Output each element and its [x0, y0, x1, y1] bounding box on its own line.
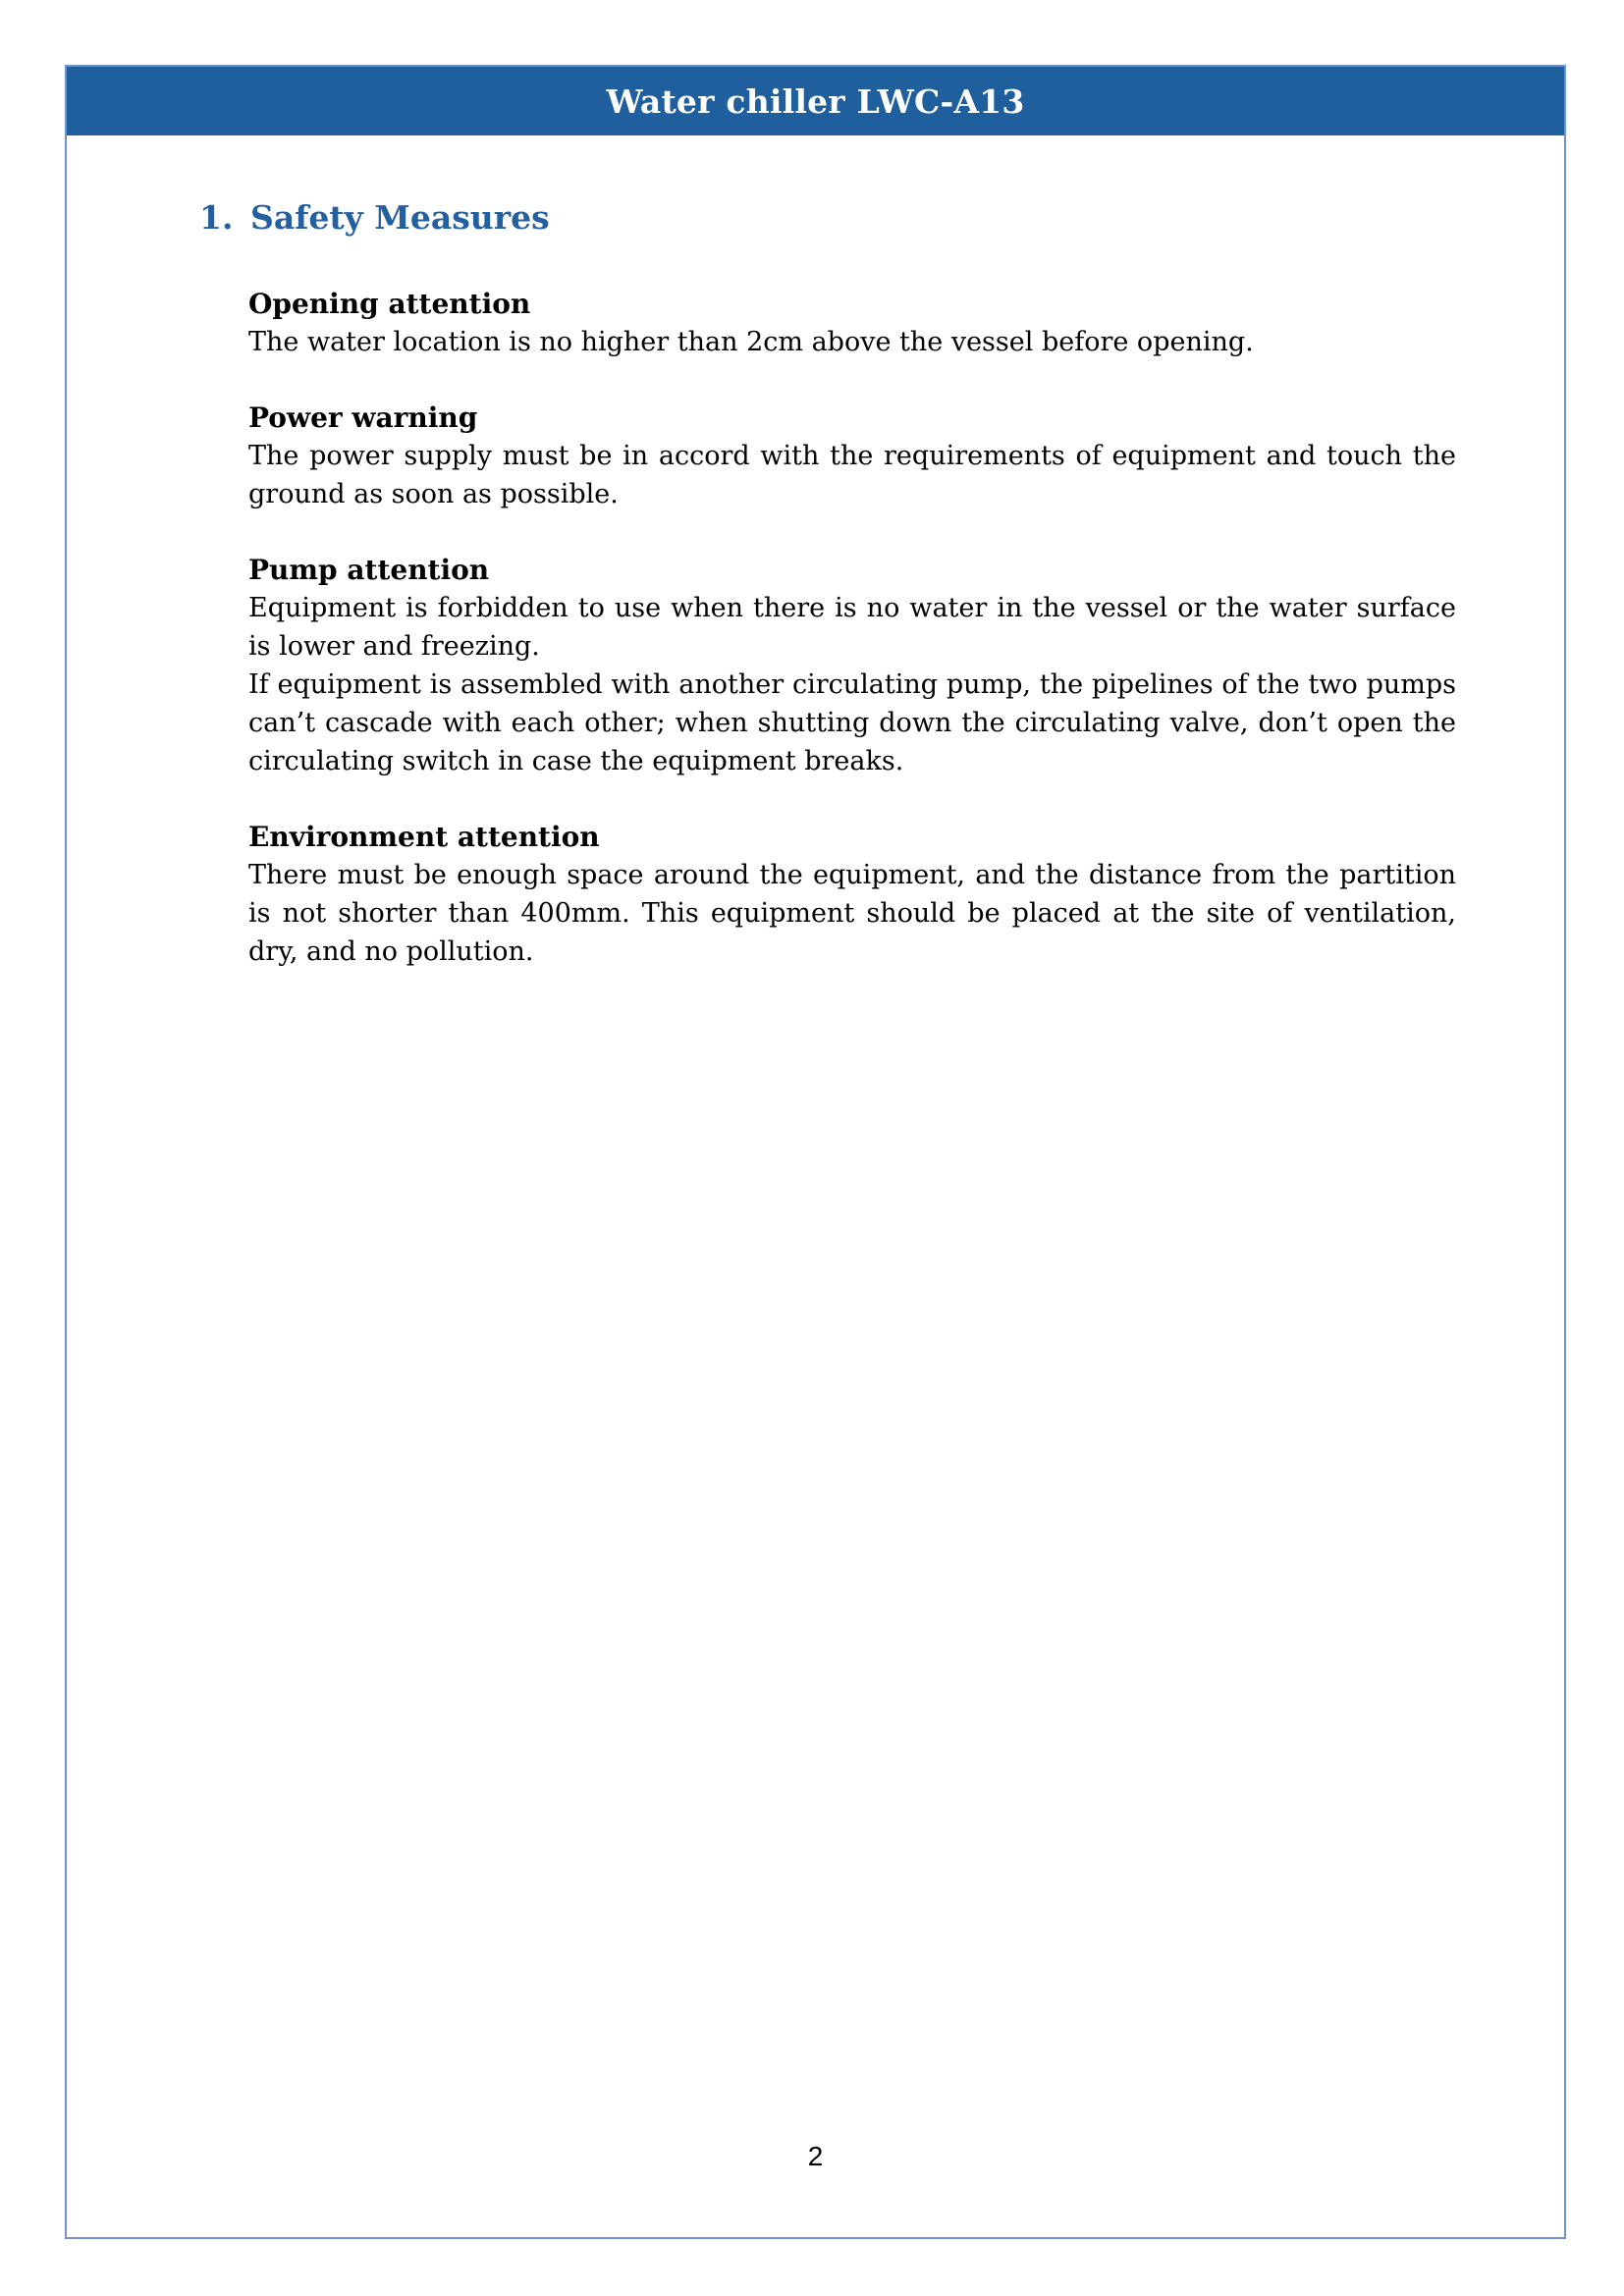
- section-title: Safety Measures: [250, 198, 550, 237]
- section-content: [248, 285, 1456, 1008]
- block-heading: Power warning: [248, 401, 478, 434]
- block-opening-attention: [248, 285, 1456, 361]
- block-paragraph: Equipment is forbidden to use when there is no water in the vessel or the water surface is lower and freezing.: [248, 593, 1456, 662]
- block-power-warning: [248, 399, 1456, 513]
- block-heading: Opening attention: [248, 288, 531, 320]
- section-heading: [199, 198, 550, 237]
- block-heading: Pump attention: [248, 554, 490, 586]
- document-title: Water chiller LWC-A13: [606, 81, 1025, 121]
- block-paragraph: If equipment is assembled with another circulating pump, the pipelines of the two pumps can’t cascade with each other; when shutting down the circulating valve, don’t open the circulating switch in case the equipment breaks.: [248, 669, 1456, 776]
- block-pump-attention: [248, 551, 1456, 780]
- block-paragraph: The water location is no higher than 2cm above the vessel before opening.: [248, 327, 1254, 357]
- block-heading: Environment attention: [248, 821, 600, 853]
- block-environment-attention: [248, 818, 1456, 971]
- section-number: 1.: [199, 198, 234, 237]
- block-paragraph: The power supply must be in accord with the requirements of equipment and touch the ground as soon as possible.: [248, 441, 1456, 509]
- header-bar: [67, 67, 1564, 135]
- block-paragraph: There must be enough space around the equipment, and the distance from the partition is not shorter than 400mm. This equipment should be placed at the site of ventilation, dry, and no pollution.: [248, 860, 1456, 967]
- page-number: 2: [807, 2141, 824, 2171]
- page-frame: [65, 65, 1566, 2239]
